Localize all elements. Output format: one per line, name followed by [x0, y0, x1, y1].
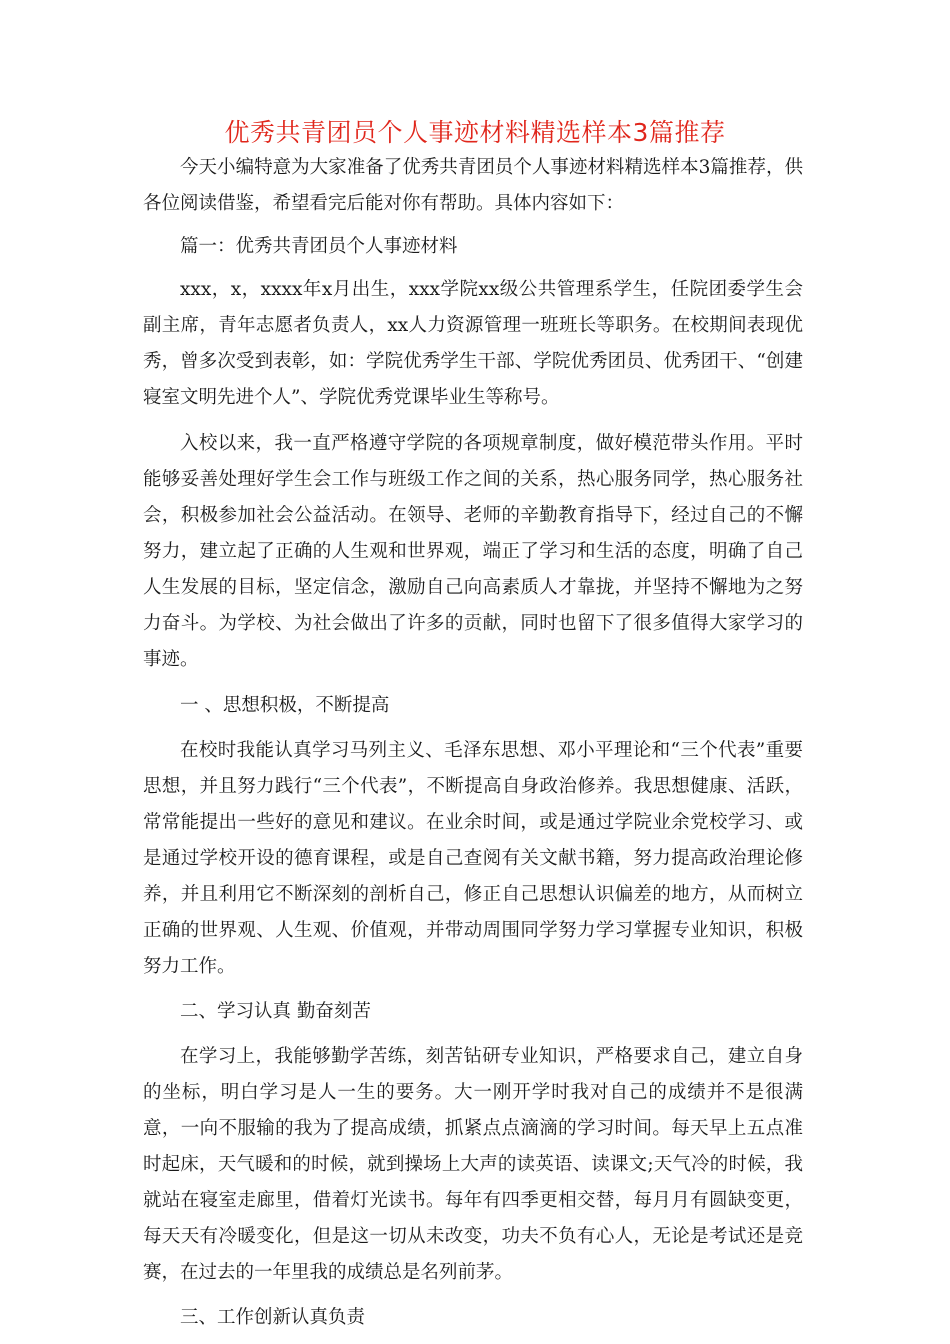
section-body-2: 在学习上，我能够勤学苦练，刻苦钻研专业知识，严格要求自己，建立自身的坐标，明白学习是人一生的要务。大一刚开学时我对自己的成绩并不是很满意，一向不服输的我为了提高成绩，抓紧点点滴滴的学习时间。每天早上五点准时起床，天气暖和的时候，就到操场上大声的读英语、读课文;天气冷的时候，我就站在寝室走廊里，借着灯光读书。每年有四季更相交替，每月月有圆缺变更，每天天有冷暖变化，但是这一切从未改变，功夫不负有心人，无论是考试还是竞赛，在过去的一年里我的成绩总是名列前茅。 [143, 1046, 803, 1283]
section-heading-2: 二、学习认真 勤奋刻苦 [180, 1001, 371, 1022]
body-paragraph-2: 入校以来，我一直严格遵守学院的各项规章制度，做好模范带头作用。平时能够妥善处理好学生会工作与班级工作之间的关系，热心服务同学，热心服务社会，积极参加社会公益活动。在领导、老师的辛勤教育指导下，经过自己的不懈努力，建立起了正确的人生观和世界观，端正了学习和生活的态度，明确了自己人生发展的目标，坚定信念，激励自己向高素质人才靠拢，并坚持不懈地为之努力奋斗。为学校、为社会做出了许多的贡献，同时也留下了很多值得大家学习的事迹。 [143, 433, 803, 670]
section-heading-3: 三、工作创新认真负责 [180, 1307, 366, 1328]
intro-paragraph: 今天小编特意为大家准备了优秀共青团员个人事迹材料精选样本3篇推荐，供各位阅读借鉴，希望看完后能对你有帮助。具体内容如下： [143, 157, 803, 214]
document-body [143, 150, 803, 1336]
section-heading-1: 一 、思想积极，不断提高 [180, 695, 390, 716]
document-title: 优秀共青团员个人事迹材料精选样本3篇推荐 [224, 118, 726, 147]
body-paragraph-1: xxx，x，xxxx年x月出生，xxx学院xx级公共管理系学生，任院团委学生会副主席，青年志愿者负责人，xx人力资源管理一班班长等职务。在校期间表现优秀，曾多次受到表彰，如：学院优秀学生干部、学院优秀团员、优秀团干、“创建寝室文明先进个人”、学院优秀党课毕业生等称号。 [143, 279, 803, 408]
article-heading: 篇一：优秀共青团员个人事迹材料 [180, 236, 458, 257]
section-body-1: 在校时我能认真学习马列主义、毛泽东思想、邓小平理论和“三个代表”重要思想，并且努力践行“三个代表”，不断提高自身政治修养。我思想健康、活跃，常常能提出一些好的意见和建议。在业余时间，或是通过学院业余党校学习、或是通过学校开设的德育课程，或是自己查阅有关文献书籍，努力提高政治理论修养，并且利用它不断深刻的剖析自己，修正自己思想认识偏差的地方，从而树立正确的世界观、人生观、价值观，并带动周围同学努力学习掌握专业知识，积极努力工作。 [143, 740, 803, 977]
